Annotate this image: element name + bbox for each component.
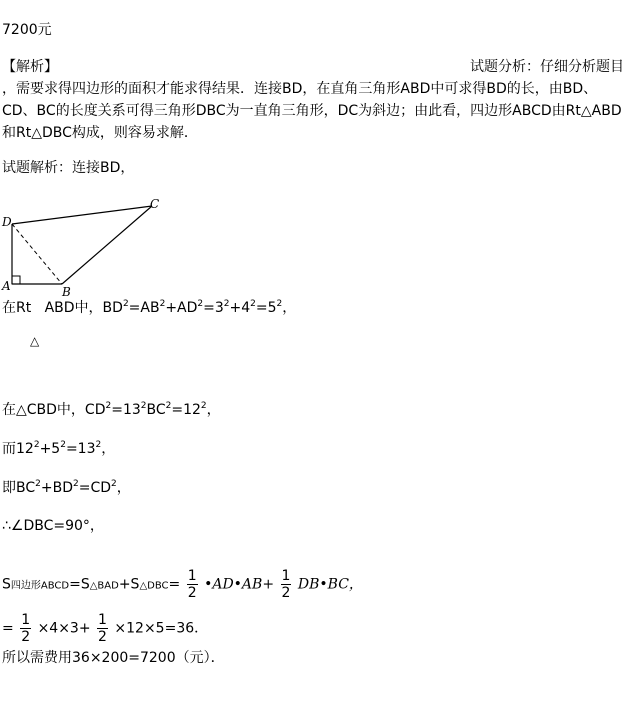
label-a: A (2, 279, 11, 293)
step-7: = $\frac{1}{2}$ ×4×3+ $\frac{1}{2}$ ×12×5=36． (2, 612, 209, 645)
label-b: B (62, 285, 71, 299)
analysis-body: ，需要求得四边形的面积才能求得结果．连接BD，在直角三角形ABD中可求得BD的长，由BD、CD、BC的长度关系可得三角形DBC为一直角三角形，DC为斜边；由此看，四边形ABCD由Rt△ABD和Rt△DBC构成，则容易求解． (2, 81, 622, 141)
step-6: S四边形ABCD=S△BAD+S△DBC= $\frac{1}{2}$ •AD•AB+ $\frac{1}{2}$ DB•BC， (2, 568, 363, 601)
analysis-lead: 试题分析：仔细分析题目 (470, 59, 624, 75)
fraction-half: $\frac{1}{2}$ (21, 612, 31, 645)
triangle-symbol: △ (30, 334, 40, 348)
step-4: 即$BC^2+BD^2=CD^2$， (2, 479, 131, 496)
quadrilateral-figure (0, 192, 180, 302)
step-3: 而$12^2+5^2=13^2$， (2, 440, 116, 457)
analysis-paragraph (2, 56, 624, 144)
step-5: ∴∠DBC=90°， (2, 518, 104, 534)
fraction-half: $\frac{1}{2}$ (187, 568, 197, 601)
step-2: 在△CBD中，$CD^2=13^2BC^2=12^2$， (2, 401, 221, 418)
answer-text: 7200元 (2, 22, 52, 38)
fraction-half: $\frac{1}{2}$ (281, 568, 291, 601)
step-8: 所以需费用36×200=7200（元）． (2, 650, 225, 666)
label-d: D (2, 215, 12, 229)
step-1: 在Rt ABD中，$BD^2=AB^2+AD^2=3^2+4^2=5^2$， (2, 299, 297, 316)
label-c: C (150, 197, 160, 211)
fraction-half: $\frac{1}{2}$ (98, 612, 107, 645)
solution-intro: 试题解析：连接BD， (2, 160, 135, 176)
analysis-heading: 【解析】 (2, 59, 58, 75)
